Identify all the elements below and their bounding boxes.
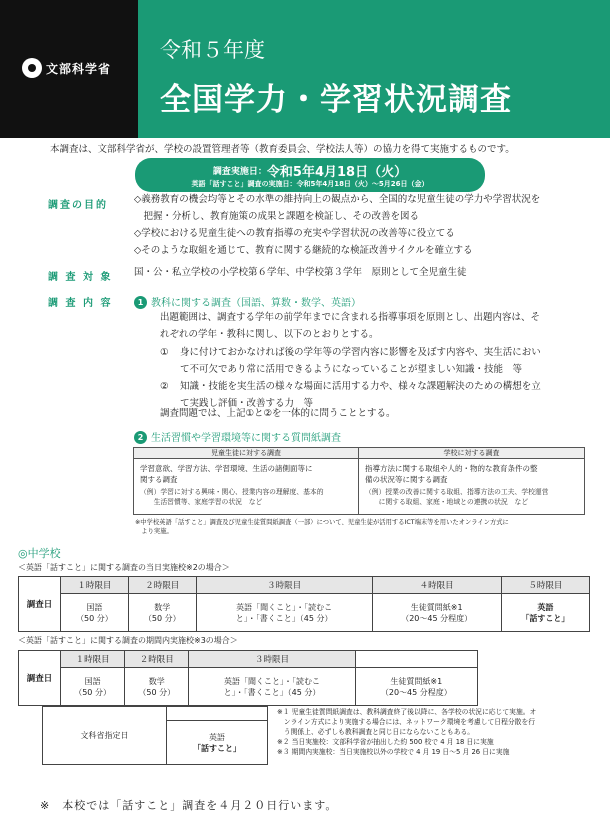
period-header: ３時限目 — [196, 577, 372, 594]
ministry-logo-icon — [22, 58, 42, 78]
subject-cell — [355, 668, 477, 706]
subject-cell — [501, 594, 589, 632]
subject-name: 英語「聞くこと」・「読むこ — [236, 602, 333, 612]
ministry-date-header-empty — [167, 707, 268, 721]
timetable-period — [18, 650, 478, 706]
subject-cell — [196, 594, 372, 632]
case-2-caption: ＜英語「話すこと」に関する調査の期間内実施校※3の場合＞ — [18, 636, 238, 645]
ministry-date-label: 文科省指定日 — [43, 707, 167, 765]
school-survey-body — [359, 459, 584, 485]
subject-name: 生徒質問紙※1 — [390, 676, 443, 686]
middle-school-heading: ◎中学校 — [18, 547, 61, 560]
note-line: ※３ 期間内実施校：当日実施校以外の学校で 4 月 19 日～5 月 26 日に実施 — [277, 748, 510, 756]
purpose-item: ◇そのような取組を通じて、教育に関する継続的な検証改善サイクルを確立する — [134, 245, 473, 256]
note-line: ンライン方式により実施する場合には、ネットワーク環境を考慮して日程分散を行 — [277, 718, 536, 726]
subject-duration: （50 分） — [143, 613, 181, 623]
body-line: に関する取組、家庭・地域との連携の状況 など — [365, 498, 529, 506]
subject-name: 英語 — [537, 602, 554, 612]
body-line: （例）学習に対する興味・関心、授業内容の理解度、基本的 — [140, 488, 324, 496]
student-survey-body — [134, 459, 358, 485]
content-label: 調 査 内 容 — [48, 298, 113, 309]
row-label: 調査日 — [19, 651, 61, 706]
body-line: 身に付けておかなければ後の学年等の学習内容に影響を及ぼす内容や、実生活におい — [180, 347, 541, 358]
ministry-date-table — [42, 706, 268, 765]
subject-duration: 「話すこと」 — [193, 743, 241, 753]
number-1-icon: 1 — [134, 296, 147, 309]
body-line: れぞれの学年・教科に関し、以下のとおりとする。 — [160, 329, 379, 340]
subject-cell — [189, 668, 355, 706]
sub-item-1 — [180, 344, 541, 378]
case-1-caption: ＜英語「話すこと」に関する調査の当日実施校※2の場合＞ — [18, 563, 230, 572]
period-header: １時限目 — [61, 651, 125, 668]
body-line: 学習意欲、学習方法、学習環境、生活の諸側面等に — [140, 464, 313, 473]
subject-cell — [61, 594, 129, 632]
period-header: ２時限目 — [128, 577, 196, 594]
note-line: う関係上、必ずしも教科調査と同じ日にならないこともある。 — [277, 728, 475, 736]
subject-name: 英語「聞くこと」・「読むこ — [224, 676, 320, 686]
survey-type-table — [133, 447, 585, 515]
period-header-empty — [355, 651, 477, 668]
purpose-list — [134, 191, 540, 259]
body-line: 出題範囲は、調査する学年の前学年までに含まれる指導事項を原則とし、出題内容は、そ — [160, 312, 541, 323]
date-banner — [135, 158, 485, 192]
date-label: 調査実施日： — [212, 167, 267, 177]
note-line: ※１ 児童生徒質問紙調査は、教科調査終了後以降に、各学校の状況に応じて実施。オ — [277, 708, 537, 716]
ministry-name: 文部科学省 — [46, 62, 112, 76]
sub-item-2-num: ② — [160, 381, 169, 392]
subject-name: 英語 — [209, 732, 225, 742]
body-line: （例）授業の改善に関する取組、指導方法の工夫、学校運営 — [365, 488, 549, 496]
ministry-date-cell — [167, 721, 268, 765]
body-line: 知識・技能を実生活の様々な場面に活用する力や、様々な課題解決のための構想を立 — [180, 381, 541, 392]
period-header: １時限目 — [61, 577, 129, 594]
subject-cell — [372, 594, 501, 632]
target-label: 調 査 対 象 — [48, 272, 113, 283]
body-line: 生活習慣等、家庭学習の状況 など — [140, 498, 263, 506]
purpose-label: 調査の目的 — [48, 200, 108, 211]
date-value: 令和5年4月18日（火） — [266, 165, 408, 180]
intro-text: 本調査は、文部科学省が、学校の設置管理者等（教育委員会、学校法人等）の協力を得て実施するものです。 — [50, 144, 515, 155]
note-line: より実施。 — [135, 528, 173, 535]
subject-duration: （20～45 分程度） — [380, 687, 452, 697]
content-item-1-tail: 調査問題では、上記①と②を一体的に問うこととする。 — [160, 408, 396, 419]
subject-duration: 「話すこと」 — [521, 613, 570, 623]
subject-name: 数学 — [154, 602, 171, 612]
school-notice: ※ 本校では「話すこと」調査を４月２０日行います。 — [40, 799, 338, 812]
content-item-2-heading — [134, 426, 341, 445]
subject-duration: （50 分） — [76, 613, 113, 623]
period-header: ３時限目 — [189, 651, 355, 668]
content-item-1-body — [160, 309, 540, 343]
subject-name: 数学 — [148, 676, 165, 686]
note-line: ※中学校英語「話すこと」調査及び児童生徒質問紙調査（一部）について、児童生徒が活用するICT端末等を用いたオンライン方式に — [135, 519, 509, 526]
body-line: 備の状況等に関する調査 — [365, 475, 448, 484]
english-date: 英語「話すこと」調査の実施日：令和5年4月18日（火）～5月26日（金） — [191, 180, 429, 188]
subject-duration: （50 分） — [74, 687, 111, 697]
footnotes — [277, 707, 602, 757]
content-item-1-heading — [134, 291, 361, 310]
subject-cell — [128, 594, 196, 632]
survey-note — [135, 518, 595, 536]
school-survey-header: 学校に対する調査 — [359, 448, 584, 459]
period-header: ２時限目 — [125, 651, 189, 668]
body-line: 指導方法に関する取組や人的・物的な教育条件の整 — [365, 464, 538, 473]
period-header: ４時限目 — [372, 577, 501, 594]
note-line: ※２ 当日実施校：文部科学省が抽出した約 500 校で 4 月 18 日に実施 — [277, 738, 494, 746]
page-title: 全国学力・学習状況調査 — [160, 82, 512, 118]
period-header: ５時限目 — [501, 577, 589, 594]
student-survey-header: 児童生徒に対する調査 — [134, 448, 358, 459]
body-line: 関する調査 — [140, 475, 178, 484]
subject-name: 国語 — [84, 676, 101, 686]
body-line: て実践し評価・改善する力 等 — [180, 398, 314, 409]
student-survey-example — [134, 485, 358, 507]
content-item-2-title: 生活習慣や学習環境等に関する質問紙調査 — [151, 433, 341, 444]
timetable-same-day — [18, 576, 590, 632]
subject-name: 国語 — [86, 602, 103, 612]
subject-duration: と」・「書くこと」（45 分） — [223, 687, 321, 697]
student-survey-column — [134, 448, 359, 514]
school-survey-column — [359, 448, 584, 514]
target-text: 国・公・私立学校の小学校第６学年、中学校第３学年 原則として全児童生徒 — [134, 267, 467, 278]
school-survey-example — [359, 485, 584, 507]
subject-cell — [61, 668, 125, 706]
subject-duration: と」・「書くこと」（45 分） — [235, 613, 333, 623]
purpose-item: ◇義務教育の機会均等とその水準の維持向上の観点から、全国的な児童生徒の学力や学習状況を — [134, 194, 541, 205]
purpose-item: ◇学校における児童生徒への教育指導の充実や学習状況の改善等に役立てる — [134, 228, 455, 239]
fiscal-year: 令和５年度 — [160, 38, 265, 62]
number-2-icon: 2 — [134, 431, 147, 444]
content-item-1-title: 教科に関する調査（国語、算数・数学、英語） — [151, 298, 361, 309]
purpose-item: 把握・分析し、教育施策の成果と課題を検証し、その改善を図る — [134, 211, 420, 222]
subject-name: 生徒質問紙※1 — [410, 602, 463, 612]
subject-cell — [125, 668, 189, 706]
sub-item-1-num: ① — [160, 347, 169, 358]
body-line: て不可欠であり常に活用できるようになっていることが望ましい知識・技能 等 — [180, 364, 523, 375]
subject-duration: （20～45 分程度） — [401, 613, 473, 623]
subject-duration: （50 分） — [138, 687, 176, 697]
row-label: 調査日 — [19, 577, 61, 632]
